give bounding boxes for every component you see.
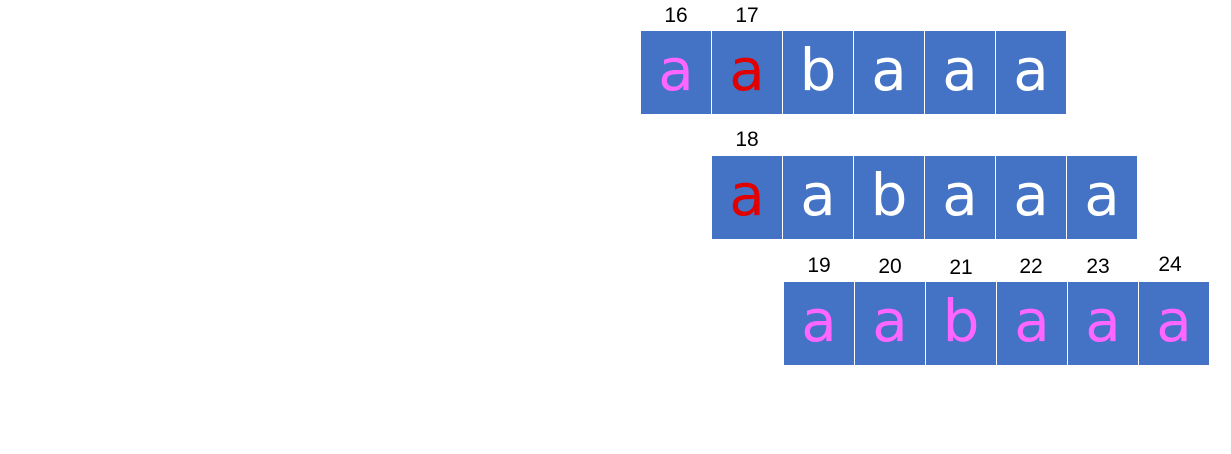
char-cell: b — [926, 282, 996, 365]
string-row-2 — [712, 156, 1137, 239]
char-cell: a — [641, 31, 711, 114]
char-cell: a — [925, 31, 995, 114]
index-label: 17 — [735, 4, 759, 27]
index-label: 22 — [1019, 255, 1043, 278]
index-label: 23 — [1086, 255, 1110, 278]
index-label: 19 — [807, 254, 831, 277]
char-cell: a — [784, 282, 854, 365]
string-row-3 — [784, 282, 1209, 365]
char-cell: b — [783, 31, 853, 114]
char-cell: a — [1068, 282, 1138, 365]
char-cell: a — [854, 31, 924, 114]
char-cell: a — [925, 156, 995, 239]
char-cell: a — [783, 156, 853, 239]
string-row-1 — [641, 31, 1066, 114]
char-cell: a — [712, 31, 782, 114]
char-cell: a — [996, 156, 1066, 239]
char-cell: a — [712, 156, 782, 239]
index-label: 24 — [1158, 253, 1182, 276]
char-cell: a — [996, 31, 1066, 114]
index-label: 20 — [878, 255, 902, 278]
index-label: 21 — [949, 256, 973, 279]
char-cell: a — [1067, 156, 1137, 239]
char-cell: b — [854, 156, 924, 239]
index-label: 16 — [664, 4, 688, 27]
char-cell: a — [855, 282, 925, 365]
char-cell: a — [997, 282, 1067, 365]
index-label: 18 — [735, 128, 759, 151]
char-cell: a — [1139, 282, 1209, 365]
